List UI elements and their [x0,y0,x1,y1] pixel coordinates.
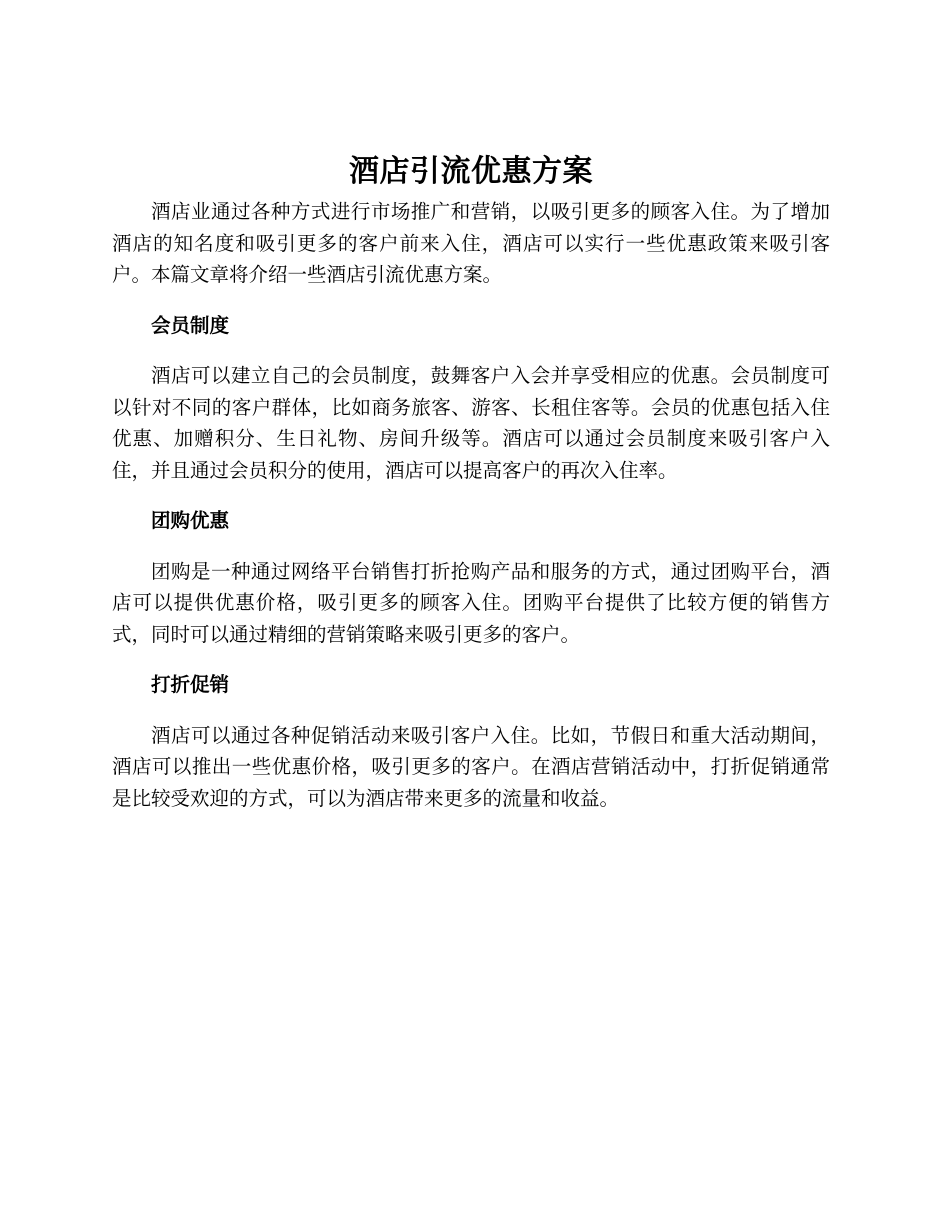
document-title: 酒店引流优惠方案 [349,154,593,189]
section-body: 团购是一种通过网络平台销售打折抢购产品和服务的方式，通过团购平台，酒店可以提供优惠价格，吸引更多的顾客入住。团购平台提供了比较方便的销售方式，同时可以通过精细的营销策略来吸引更多的客户。 [112,559,830,646]
section-group-buy [112,505,830,650]
section-heading: 打折促销 [151,673,230,696]
section-heading: 会员制度 [151,313,230,337]
section-heading: 团购优惠 [151,509,230,532]
section-membership [112,310,830,487]
section-body: 酒店可以建立自己的会员制度，鼓舞客户入会并享受相应的优惠。会员制度可以针对不同的客户群体，比如商务旅客、游客、长租住客等。会员的优惠包括入住优惠、加赠积分、生日礼物、房间升级等。酒店可以通过会员制度来吸引客户入住，并且通过会员积分的使用，酒店可以提高客户的再次入住率。 [112,364,830,482]
section-discount-promotion [112,669,830,814]
intro-paragraph: 酒店业通过各种方式进行市场推广和营销，以吸引更多的顾客入住。为了增加酒店的知名度和吸引更多的客户前来入住，酒店可以实行一些优惠政策来吸引客户。本篇文章将介绍一些酒店引流优惠方案。 [112,200,830,286]
section-body: 酒店可以通过各种促销活动来吸引客户入住。比如，节假日和重大活动期间，酒店可以推出一些优惠价格，吸引更多的客户。在酒店营销活动中，打折促销通常是比较受欢迎的方式，可以为酒店带来更多的流量和收益。 [112,723,830,810]
document-page [112,148,830,814]
